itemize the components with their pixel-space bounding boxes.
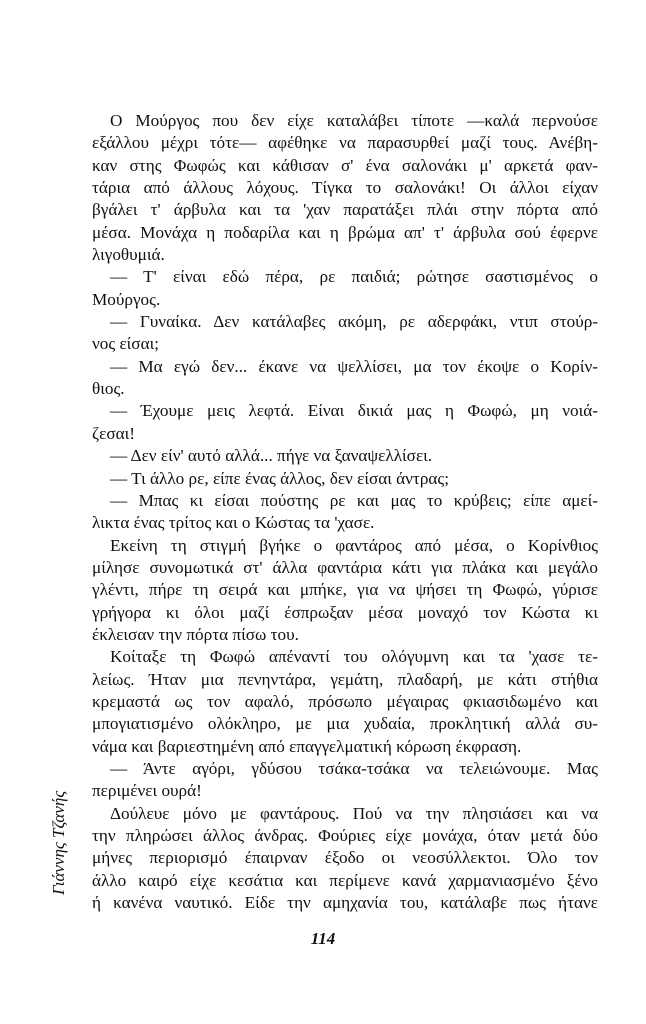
- text-line: λιγοθυμιά.: [92, 245, 165, 265]
- text-line: μπογιατισμένο ολόκληρο, με μια χυδαία, προκλητική αλλά συ-: [92, 714, 598, 734]
- text-line: τάρια από άλλους λόχους. Τίγκα το σαλονάκι! Οι άλλοι είχαν: [92, 178, 598, 198]
- text-line: Ο Μούργος που δεν είχε καταλάβει τίποτε —καλά περνούσε: [110, 111, 598, 130]
- running-head-author: Γιάννης Τζανής: [49, 790, 68, 895]
- text-line: λικτα ένας τρίτος και ο Κώστας τα 'χασε.: [92, 513, 375, 533]
- text-line: άλλο καιρό είχε κεσάτια και περίμενε κανά χαρμανιασμένο ξένο: [92, 870, 598, 890]
- text-line: βγάλει τ' άρβυλα και τα 'χαν παρατάξει πλάι στην πόρτα από: [92, 200, 598, 220]
- text-line: εξάλλου μέχρι τότε— αφέθηκε να παρασυρθεί μαζί τους. Ανέβη-: [92, 133, 598, 153]
- text-line: καν στης Φωφώς και κάθισαν σ' ένα σαλονάκι μ' αρκετά φαν-: [92, 155, 598, 175]
- text-line: — Μα εγώ δεν... έκανε να ψελλίσει, μα τον έκοψε ο Κορίν-: [110, 356, 598, 376]
- text-line: ή κανένα ναυτικό. Είδε την αμηχανία του, κατάλαβε πως ήτανε: [92, 893, 598, 913]
- text-line: — Μπας κι είσαι πούστης ρε και μας το κρύβεις; είπε αμεί-: [110, 490, 598, 510]
- text-line: την πληρώσει άλλος άνδρας. Φούριες είχε μονάχα, όταν μετά δύο: [92, 826, 598, 845]
- text-line: νος είσαι;: [92, 334, 159, 354]
- text-line: — Άντε αγόρι, γδύσου τσάκα-τσάκα να τελειώνουμε. Μας: [110, 758, 598, 778]
- text-line: — Τ' είναι εδώ πέρα, ρε παιδιά; ρώτησε σαστισμένος ο: [110, 267, 598, 287]
- text-line: θιος.: [92, 379, 125, 399]
- text-line: μήνες περιορισμό έπαιρναν έξοδο οι νεοσύλλεκτοι. Όλο τον: [92, 848, 598, 868]
- text-line: νάμα και βαριεστημένη από επαγγελματική κόρωση έκφραση.: [92, 736, 522, 756]
- text-line: — Γυναίκα. Δεν κατάλαβες ακόμη, ρε αδερφάκι, ντιπ στούρ-: [110, 312, 598, 332]
- text-line: — Τι άλλο ρε, είπε ένας άλλος, δεν είσαι άντρας;: [110, 468, 449, 488]
- text-line: Δούλευε μόνο με φαντάρους. Πού να την πλησιάσει και να: [110, 803, 598, 823]
- page-number: 114: [310, 929, 336, 948]
- text-line: μέσα. Μονάχα η ποδαρίλα και η βρώμα απ' τ' άρβυλα σού έφερνε: [92, 222, 598, 242]
- text-line: ζεσαι!: [92, 423, 135, 443]
- text-line: λείως. Ήταν μια πενηντάρα, γεμάτη, πλαδαρή, με κάτι στήθια: [92, 669, 598, 689]
- text-line: Εκείνη τη στιγμή βγήκε ο φαντάρος από μέσα, ο Κορίνθιος: [110, 535, 598, 555]
- text-line: έκλεισαν την πόρτα πίσω του.: [92, 624, 299, 644]
- text-line: περιμένει ουρά!: [92, 781, 202, 801]
- text-line: — Έχουμε μεις λεφτά. Είναι δικιά μας η Φωφώ, μη νοιά-: [110, 401, 598, 421]
- text-line: γλέντι, πήρε τη σειρά και μπήκε, για να ψήσει τη Φωφώ, γύρισε: [92, 580, 598, 600]
- text-line: Κοίταξε τη Φωφώ απέναντί του ολόγυμνη και τα 'χασε τε-: [110, 647, 598, 667]
- text-line: μίλησε συνομωτικά στ' άλλα φαντάρια κάτι για πλάκα και μεγάλο: [92, 557, 598, 577]
- text-line: κρεμαστά ως τον αφαλό, πρόσωπο μέγαιρας φκιασιδωμένο και: [92, 691, 598, 711]
- text-line: γρήγορα κι όλοι μαζί έσπρωξαν μέσα μοναχό τον Κώστα κι: [92, 602, 598, 622]
- text-line: — Δεν είν' αυτό αλλά... πήγε να ξαναψελλίσει.: [110, 446, 433, 466]
- body-text: [92, 110, 598, 914]
- text-line: Μούργος.: [92, 289, 161, 309]
